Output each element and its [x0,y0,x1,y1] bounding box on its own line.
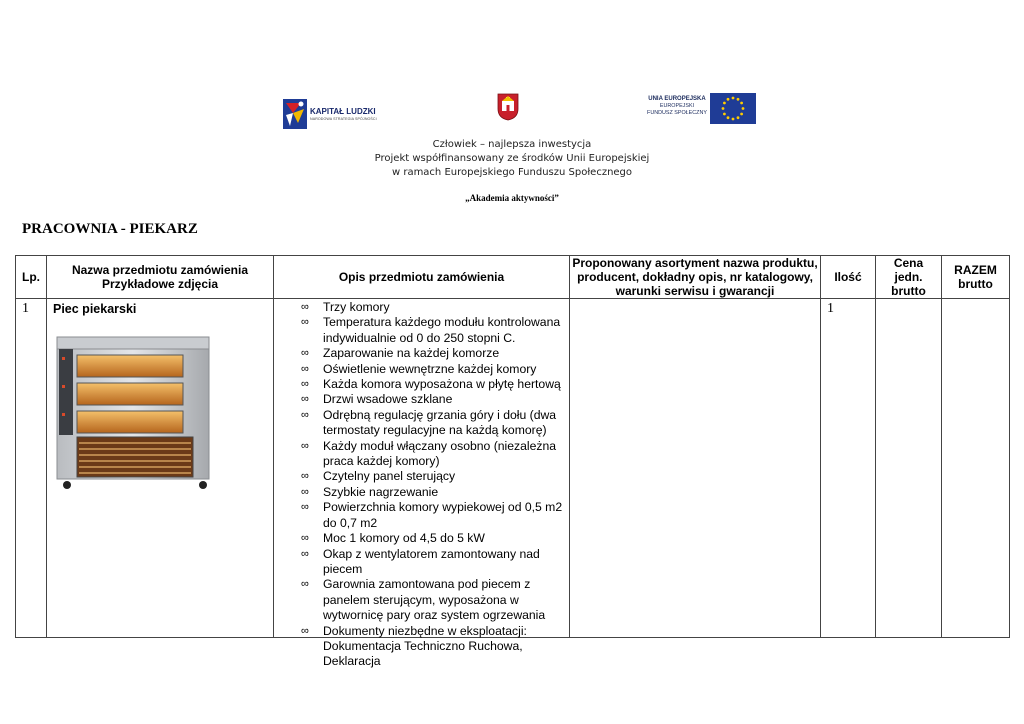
eu-flag-icon [710,93,756,124]
list-item: ∞ Każdy moduł włączany osobno (niezależna praca każdej komory) [301,438,557,469]
eu-efs-logo [644,93,756,124]
logo-right-line2: EUROPEJSKI [659,103,695,109]
infinity-bullet-icon: ∞ [301,393,309,406]
list-item: ∞ Trzy komory [301,300,390,314]
header-lp: Lp. [16,256,47,299]
row-name: Piec piekarski [53,302,137,316]
list-item: ∞ Drzwi wsadowe szklane [301,392,453,407]
row-qty: 1 [821,299,876,638]
list-item: ∞ Oświetlenie wewnętrzne każdej komory [301,361,537,376]
infinity-bullet-icon: ∞ [301,470,309,483]
kapital-ludzki-logo [283,97,391,131]
list-item: ∞ Garownia zamontowana pod piecem z panelem sterującym, wyposażona w wytwornicę pary oraz system ogrzewania [301,577,546,623]
infinity-bullet-icon: ∞ [301,439,309,452]
motto-line-3: w ramach Europejskiego Funduszu Społecznego [391,167,633,178]
infinity-bullet-icon: ∞ [301,301,309,313]
kapital-ludzki-emblem-icon [283,99,307,129]
infinity-bullet-icon: ∞ [301,378,309,391]
header-proposed: Proponowany asortyment nazwa produktu, producent, dokładny opis, nr katalogowy, warunki serwisu i gwarancji [570,256,821,299]
infinity-bullet-icon: ∞ [301,532,309,545]
header-qty: Ilość [821,256,876,299]
list-item: ∞ Czytelny panel sterujący [301,469,456,484]
list-item: ∞ Zaparowanie na każdej komorze [301,346,500,361]
row-description-cell [274,299,570,669]
logo-left-subtitle: NARODOWA STRATEGIA SPÓJNOŚCI [310,117,377,121]
row-lp: 1 [16,299,47,638]
logo-right-line1: UNIA EUROPEJSKA [648,96,706,102]
row-name-cell [47,299,274,638]
list-item: ∞ Szybkie nagrzewanie [301,484,439,499]
row-proposed-cell[interactable] [570,299,821,638]
list-item: ∞ Okap z wentylatorem zamontowany nad piecem [301,546,540,576]
infinity-bullet-icon: ∞ [301,547,309,560]
row-price-cell[interactable] [876,299,942,638]
infinity-bullet-icon: ∞ [301,485,309,498]
motto-line-1: Człowiek – najlepsza inwestycja [432,139,592,150]
list-item: ∞ Dokumenty niezbędne w eksploatacji: Dokumentacja Techniczno Ruchowa, Deklaracja [301,623,527,669]
infinity-bullet-icon: ∞ [301,624,309,637]
infinity-bullet-icon: ∞ [301,408,309,421]
infinity-bullet-icon: ∞ [301,316,309,329]
table-row [16,299,1010,638]
feature-list [274,300,569,670]
header-name [47,256,274,299]
list-item: ∞ Każda komora wyposażona w płytę hertową [301,377,561,392]
header-total: RAZEM brutto [942,256,1010,299]
logo-right-line3: FUNDUSZ SPOŁECZNY [647,110,707,116]
infinity-bullet-icon: ∞ [301,578,309,591]
list-item: ∞ Powierzchnia komory wypiekowej od 0,5 m2 do 0,7 m2 [301,500,563,530]
header-name-line2: Przykładowe zdjęcia [101,277,219,291]
bakery-oven-photo [55,335,215,493]
section-title: PRACOWNIA - PIEKARZ [22,221,198,237]
row-total-cell[interactable] [942,299,1010,638]
header-name-line1: Nazwa przedmiotu zamówienia [71,263,249,277]
header-price: Cena jedn. brutto [876,256,942,299]
project-name: „Akademia aktywności” [465,193,559,203]
logo-left-title: KAPITAŁ LUDZKI [310,107,376,116]
table-header-row [16,256,1010,299]
header-description: Opis przedmiotu zamówienia [274,256,570,299]
infinity-bullet-icon: ∞ [301,362,309,375]
list-item: ∞ Temperatura każdego modułu kontrolowana indywidualnie od 0 do 250 stopni C. [301,315,561,345]
order-table [15,255,1010,669]
list-item: ∞ Odrębną regulację grzania góry i dołu (dwa termostaty regulacyjne na każdą komorę) [301,407,557,438]
list-item: ∞ Moc 1 komory od 4,5 do 5 kW [301,531,485,546]
voivodeship-crest-icon [497,93,519,121]
infinity-bullet-icon: ∞ [301,501,309,514]
infinity-bullet-icon: ∞ [301,347,309,360]
motto-line-2: Projekt współfinansowany ze środków Unii Europejskiej [374,153,650,164]
